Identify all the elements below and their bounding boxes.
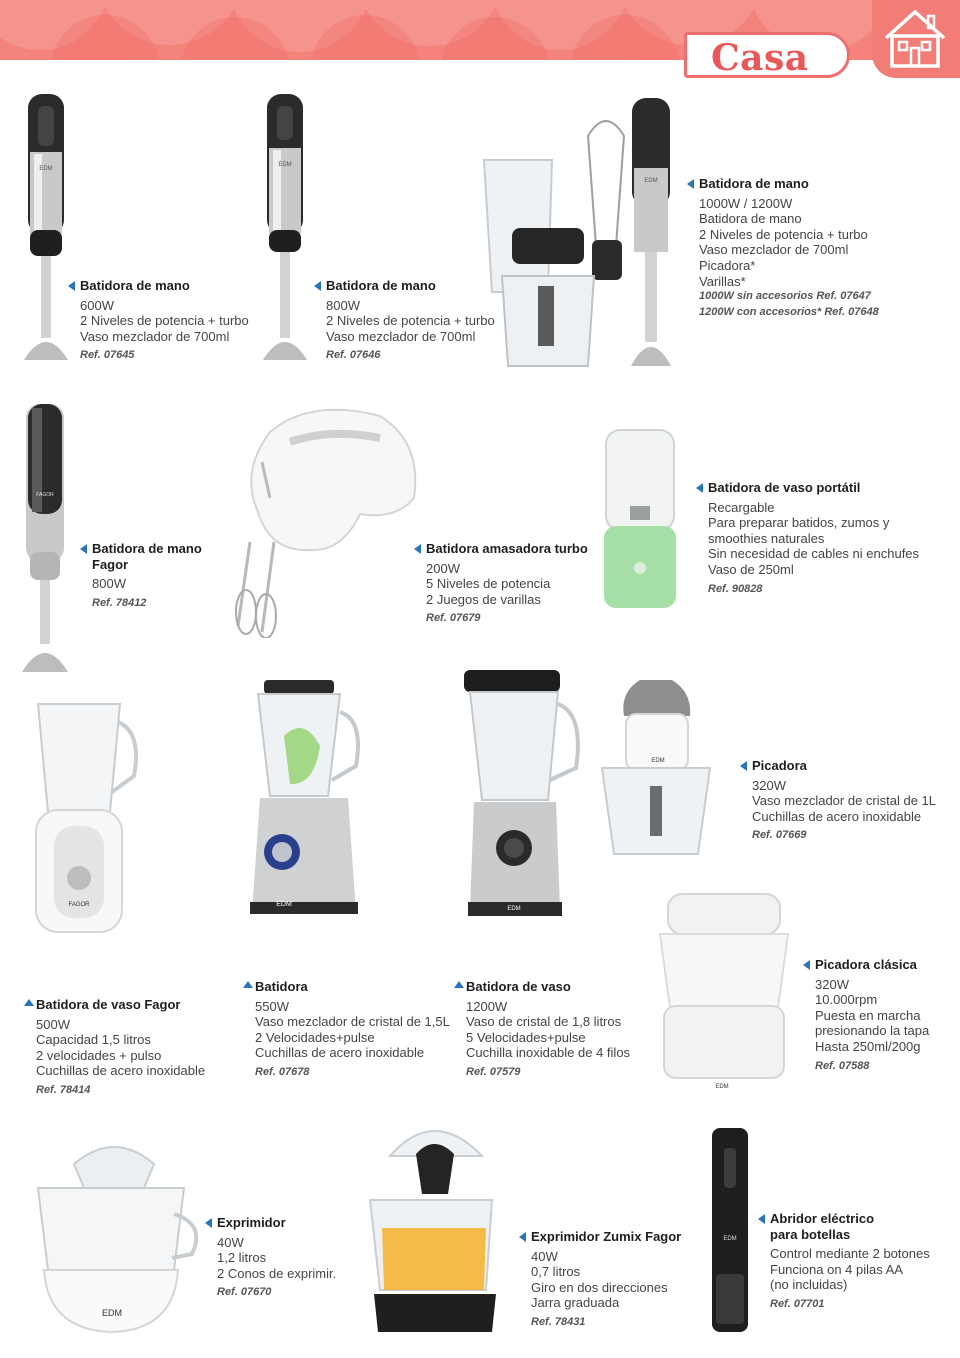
product-info (426, 541, 588, 627)
product-title-line2: Fagor (92, 556, 129, 572)
product-specs: 800W (92, 576, 126, 592)
product-info (531, 1229, 681, 1331)
citrus-juicer-image (24, 1134, 206, 1336)
fagor-hand-blender-image (20, 402, 70, 678)
product-title: Batidora de mano (80, 278, 249, 294)
arrow-left-icon (205, 1218, 212, 1228)
svg-text:EDM: EDM (507, 906, 521, 912)
product-title: Batidora de vaso Fagor (36, 997, 205, 1013)
jug-blender-image (244, 676, 364, 918)
arrow-up-icon (24, 999, 34, 1006)
svg-text:EDM: EDM (102, 1308, 122, 1318)
product-info (326, 278, 495, 364)
product-specs: 320W Vaso mezclador de cristal de 1L Cuchillas de acero inoxidable (752, 777, 937, 824)
product-note: 1200W con accesorios* Ref. 07648 (699, 305, 879, 318)
arrow-left-icon (687, 179, 694, 189)
product-specs: 600W 2 Niveles de potencia + turbo Vaso mezclador de 700ml (80, 297, 249, 344)
product-title: Picadora (752, 758, 936, 774)
product-reference: Ref. 07701 (770, 1297, 825, 1310)
product-title-line2: para botellas (770, 1226, 851, 1242)
classic-chopper-image (650, 890, 798, 1100)
product-info (466, 979, 630, 1081)
product-specs: 1200W Vaso de cristal de 1,8 litros 5 Velocidades+pulse Cuchilla inoxidable de 4 filos (466, 998, 631, 1061)
product-title: Batidora de vaso portátil (708, 480, 919, 496)
product-reference: Ref. 07579 (466, 1065, 521, 1078)
arrow-up-icon (454, 981, 464, 988)
arrow-up-icon (243, 981, 253, 988)
svg-text:EDM: EDM (651, 758, 665, 764)
product-title: Abridor eléctrico (770, 1211, 930, 1227)
product-reference: Ref. 07646 (326, 349, 381, 362)
arrow-left-icon (314, 281, 321, 291)
section-title: Casa (711, 37, 809, 79)
section-title-tab (684, 32, 850, 78)
chopper-image (600, 676, 712, 858)
product-info (80, 278, 249, 364)
svg-text:FAGOR: FAGOR (68, 902, 90, 908)
product-reference: Ref. 07678 (255, 1065, 310, 1078)
home-button[interactable] (872, 0, 960, 78)
product-reference: Ref. 07670 (217, 1286, 272, 1299)
product-title: Batidora de mano (699, 176, 879, 192)
product-reference: Ref. 78412 (92, 596, 147, 609)
hand-blender-image (20, 92, 72, 368)
product-reference: Ref. 90828 (708, 582, 763, 595)
arrow-left-icon (758, 1214, 765, 1224)
svg-text:EDM: EDM (644, 178, 658, 184)
arrow-left-icon (68, 281, 75, 291)
svg-text:EDM: EDM (715, 1084, 729, 1090)
svg-text:EDM: EDM (39, 166, 53, 172)
arrow-left-icon (414, 544, 421, 554)
product-specs: Control mediante 2 botones Funciona on 4 pilas AA (no incluidas) (770, 1246, 930, 1293)
arrow-left-icon (80, 544, 87, 554)
product-title: Batidora (255, 979, 450, 995)
product-reference: Ref. 07679 (426, 612, 481, 625)
svg-text:EDM: EDM (278, 162, 292, 168)
product-specs: 200W 5 Niveles de potencia 2 Juegos de varillas (426, 560, 551, 607)
product-info (770, 1211, 930, 1313)
product-title: Batidora de mano (326, 278, 495, 294)
product-specs: 550W Vaso mezclador de cristal de 1,5L 2 Velocidades+pulse Cuchillas de acero inoxidable (255, 998, 450, 1061)
hand-mixer-image (230, 402, 422, 638)
product-info (708, 480, 919, 597)
product-specs: 40W 0,7 litros Giro en dos direcciones Jarra graduada (531, 1248, 668, 1311)
product-info (92, 541, 202, 611)
product-specs: 320W 10.000rpm Puesta en marcha presionando la tapa Hasta 250ml/200g (815, 976, 930, 1054)
product-title: Batidora de vaso (466, 979, 630, 995)
svg-text:EDM: EDM (276, 901, 292, 908)
svg-text:EDM: EDM (723, 1236, 737, 1242)
product-specs: 1000W / 1200W Batidora de mano 2 Niveles de potencia + turbo Vaso mezclador de 700ml Picadora* Varillas* (699, 195, 868, 289)
product-title: Exprimidor Zumix Fagor (531, 1229, 681, 1245)
product-info (815, 957, 929, 1074)
arrow-left-icon (696, 483, 703, 493)
product-reference: Ref. 07645 (80, 349, 135, 362)
house-icon (882, 8, 948, 70)
product-specs: Recargable Para preparar batidos, zumos y smoothies naturales Sin necesidad de cables ni enchufes Vaso de 250ml (708, 499, 920, 577)
product-title: Batidora amasadora turbo (426, 541, 588, 557)
product-info (752, 758, 936, 844)
product-note: 1000W sin accesorios Ref. 07647 (699, 290, 871, 303)
arrow-left-icon (803, 960, 810, 970)
arrow-left-icon (519, 1232, 526, 1242)
electric-bottle-opener-image (706, 1124, 754, 1336)
product-reference: Ref. 78431 (531, 1315, 586, 1328)
hand-blender-image (260, 92, 310, 368)
product-specs: 500W Capacidad 1,5 litros 2 velocidades + pulso Cuchillas de acero inoxidable (36, 1016, 206, 1079)
svg-text:FAGOR: FAGOR (36, 492, 54, 498)
product-title: Picadora clásica (815, 957, 929, 973)
product-reference: Ref. 07669 (752, 829, 807, 842)
product-info (36, 997, 205, 1099)
jug-blender-image (460, 668, 584, 920)
product-info (217, 1215, 336, 1301)
product-info (699, 176, 879, 320)
product-title: Batidora de mano (92, 541, 202, 557)
product-reference: Ref. 78414 (36, 1083, 91, 1096)
product-title: Exprimidor (217, 1215, 336, 1231)
portable-blender-image (600, 428, 680, 610)
product-specs: 800W 2 Niveles de potencia + turbo Vaso mezclador de 700ml (326, 297, 495, 344)
arrow-left-icon (740, 761, 747, 771)
product-info (255, 979, 450, 1081)
product-specs: 40W 1,2 litros 2 Conos de exprimir. (217, 1234, 337, 1281)
fagor-zumix-juicer-image (360, 1104, 510, 1336)
product-reference: Ref. 07588 (815, 1059, 870, 1072)
fagor-jug-blender-image (30, 692, 144, 934)
hand-blender-set-image (478, 96, 678, 372)
